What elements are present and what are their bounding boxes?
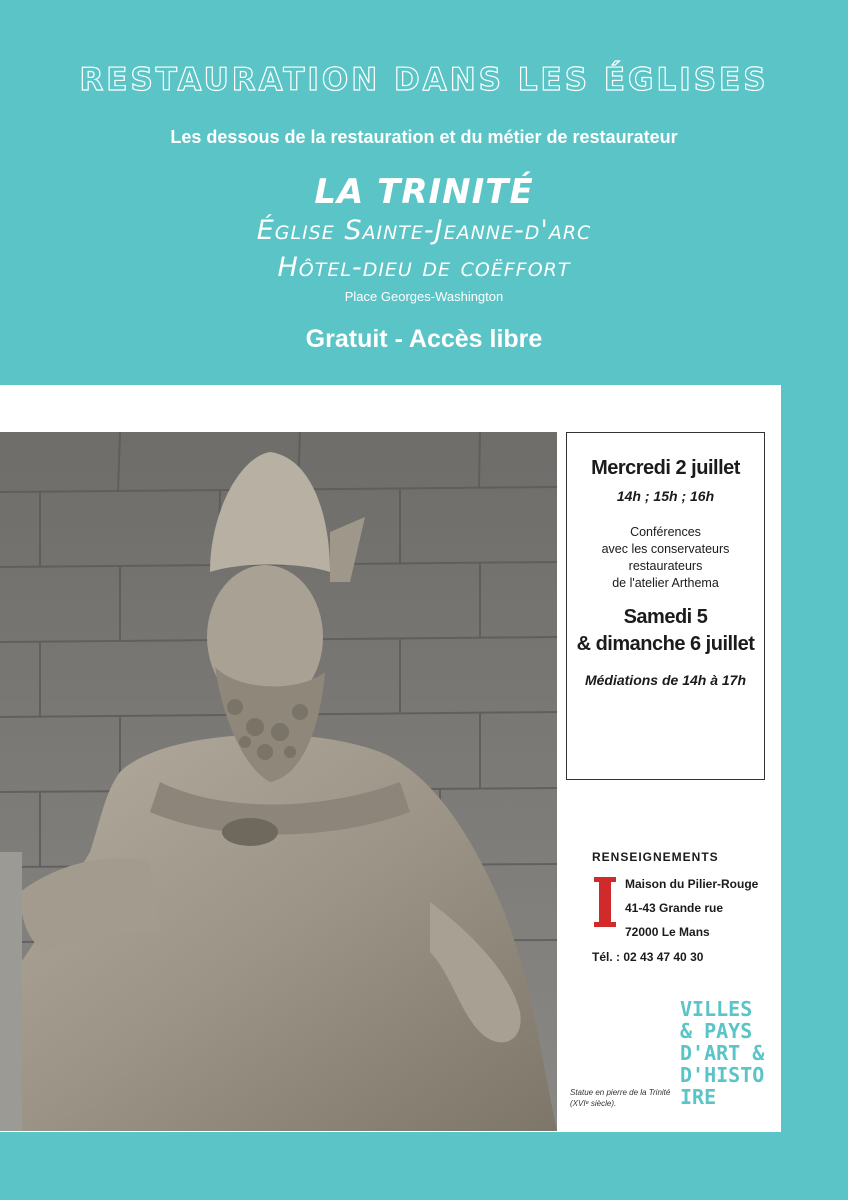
day2-date-line-2: & dimanche 6 juillet xyxy=(576,633,755,655)
venue-line-2: Hôtel-dieu de coëffort xyxy=(277,252,571,283)
info-phone: Tél. : 02 43 47 40 30 xyxy=(592,950,704,964)
info-block xyxy=(592,850,777,964)
info-line: 72000 Le Mans xyxy=(625,925,710,939)
photo-caption: Statue en pierre de la Trinité (XVIᵉ siècle). xyxy=(570,1088,671,1108)
statue-photo xyxy=(0,432,557,1131)
page-title: LA TRINITÉ xyxy=(314,172,534,212)
day1-desc-line: avec les conservateurs xyxy=(601,542,730,556)
day1-date: Mercredi 2 juillet xyxy=(591,457,740,479)
header xyxy=(0,0,848,385)
day2-times: Médiations de 14h à 17h xyxy=(584,672,747,688)
info-line: 41-43 Grande rue xyxy=(625,901,724,915)
pillar-icon xyxy=(594,877,616,927)
logo-line: IRE xyxy=(680,1085,717,1109)
schedule-box xyxy=(566,432,765,780)
access-info: Gratuit - Accès libre xyxy=(305,325,543,353)
logo-line: & PAYS xyxy=(680,1019,753,1043)
day1-times: 14h ; 15h ; 16h xyxy=(616,488,715,504)
address: Place Georges-Washington xyxy=(344,289,504,304)
banner-title: RESTAURATION DANS LES ÉGLISES xyxy=(79,62,769,98)
day1-desc-line: de l'atelier Arthema xyxy=(612,576,719,590)
info-line: Maison du Pilier-Rouge xyxy=(625,877,759,891)
venue-line-1: Église Sainte-Jeanne-d'arc xyxy=(256,215,592,246)
content-panel xyxy=(0,385,781,1132)
vpah-logo xyxy=(680,998,781,1132)
info-title: RENSEIGNEMENTS xyxy=(592,850,719,864)
logo-line: VILLES xyxy=(680,998,753,1021)
statue-illustration xyxy=(0,432,557,1131)
day1-description xyxy=(567,524,764,592)
logo-line: D'HISTO xyxy=(680,1063,765,1087)
day2-date-line-1: Samedi 5 xyxy=(623,606,708,628)
day1-desc-line: Conférences xyxy=(630,525,701,539)
subtitle: Les dessous de la restauration et du métier de restaurateur xyxy=(170,127,678,147)
logo-line: D'ART & xyxy=(680,1041,765,1065)
day1-desc-line: restaurateurs xyxy=(628,559,703,573)
